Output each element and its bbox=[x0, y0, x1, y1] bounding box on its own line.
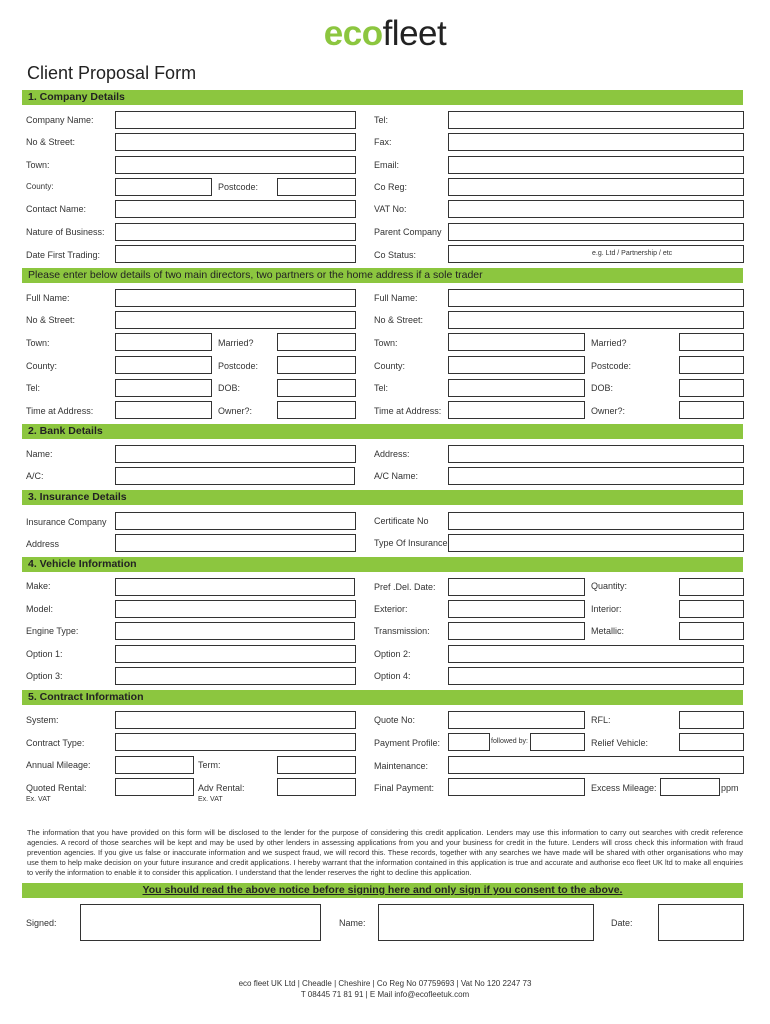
quoted-rental-field[interactable] bbox=[115, 778, 194, 796]
tel-label: Tel: bbox=[374, 115, 389, 125]
dir2-tel-field[interactable] bbox=[448, 379, 585, 397]
vat-no-field[interactable] bbox=[448, 200, 744, 218]
exterior-field[interactable] bbox=[448, 600, 585, 618]
quoted-rental-label: Quoted Rental: bbox=[26, 783, 87, 793]
final-payment-label: Final Payment: bbox=[374, 783, 435, 793]
certificate-no-field[interactable] bbox=[448, 512, 744, 530]
no-street-label: No & Street: bbox=[26, 137, 76, 147]
maintenance-field[interactable] bbox=[448, 756, 744, 774]
annual-mileage-field[interactable] bbox=[115, 756, 194, 774]
annual-mileage-label: Annual Mileage: bbox=[26, 760, 91, 770]
type-of-insurance-label: Type Of Insurance bbox=[374, 538, 448, 548]
parent-company-field[interactable] bbox=[448, 223, 744, 241]
section-vehicle-information: 4. Vehicle Information bbox=[22, 557, 743, 572]
no-street-field[interactable] bbox=[115, 133, 356, 151]
signature-field[interactable] bbox=[80, 904, 321, 941]
dir2-married-label: Married? bbox=[591, 338, 627, 348]
dir2-county-field[interactable] bbox=[448, 356, 585, 374]
transmission-label: Transmission: bbox=[374, 626, 430, 636]
dir1-town-label: Town: bbox=[26, 338, 50, 348]
dir1-dob-field[interactable] bbox=[277, 379, 356, 397]
bank-name-field[interactable] bbox=[115, 445, 356, 463]
interior-label: Interior: bbox=[591, 604, 622, 614]
signed-label: Signed: bbox=[26, 918, 57, 928]
quote-no-field[interactable] bbox=[448, 711, 585, 729]
excess-mileage-field[interactable] bbox=[660, 778, 720, 796]
maintenance-label: Maintenance: bbox=[374, 761, 429, 771]
term-label: Term: bbox=[198, 760, 221, 770]
dir1-no-street-label: No & Street: bbox=[26, 315, 76, 325]
dir2-county-label: County: bbox=[374, 361, 406, 371]
transmission-field[interactable] bbox=[448, 622, 585, 640]
option-2-field[interactable] bbox=[448, 645, 744, 663]
term-field[interactable] bbox=[277, 756, 356, 774]
interior-field[interactable] bbox=[679, 600, 744, 618]
contact-name-field[interactable] bbox=[115, 200, 356, 218]
email-label: Email: bbox=[374, 160, 400, 170]
final-payment-field[interactable] bbox=[448, 778, 585, 796]
metallic-label: Metallic: bbox=[591, 626, 625, 636]
excess-mileage-label: Excess Mileage: bbox=[591, 783, 657, 793]
payment-profile-initial-field[interactable] bbox=[448, 733, 490, 751]
dir2-full-name-field[interactable] bbox=[448, 289, 744, 307]
parent-company-label: Parent Company bbox=[374, 227, 442, 237]
system-label: System: bbox=[26, 715, 59, 725]
dir2-dob-label: DOB: bbox=[591, 383, 614, 393]
section-company-details: 1. Company Details bbox=[22, 90, 743, 105]
insurance-company-label: Insurance Company bbox=[26, 517, 107, 527]
co-reg-field[interactable] bbox=[448, 178, 744, 196]
dir2-married-field[interactable] bbox=[679, 333, 744, 351]
quote-no-label: Quote No: bbox=[374, 715, 416, 725]
section-insurance-details: 3. Insurance Details bbox=[22, 490, 743, 505]
dir2-postcode-label: Postcode: bbox=[591, 361, 632, 371]
relief-vehicle-field[interactable] bbox=[679, 733, 744, 751]
option-3-field[interactable] bbox=[115, 667, 356, 685]
fax-label: Fax: bbox=[374, 137, 392, 147]
dir1-postcode-field[interactable] bbox=[277, 356, 356, 374]
model-label: Model: bbox=[26, 604, 54, 614]
town-field[interactable] bbox=[115, 156, 356, 174]
dir1-tel-field[interactable] bbox=[115, 379, 212, 397]
dir2-town-label: Town: bbox=[374, 338, 398, 348]
dir2-owner-field[interactable] bbox=[679, 401, 744, 419]
credit-notice-text: The information that you have provided on this form will be disclosed to the lender for the purpose of considering this credit application. Lenders may use this information to carry out searches with credit reference agencies. A record of those searches will be kept and may be used by other lenders in assessing applications from you and your business for credit in the future. Lenders will cross check this information with fraud prevention agencies. If you give us false or inaccurate information and we suspect fraud, we will record this. These records, together with any searches we have made will be shared with other organisations who may use them to help make decision on your future insurance and credit applications. I hereby warrant that the information contained in this application is true and accurate and authorise eco fleet UK ltd to make all enquiries to verify the information to enable it to consider this application. I understand that the lender reserves the right to decline this application. bbox=[27, 828, 743, 877]
ecofleet-logo: ecofleet bbox=[323, 14, 447, 53]
footer bbox=[0, 978, 770, 1000]
rfl-field[interactable] bbox=[679, 711, 744, 729]
dir1-county-label: County: bbox=[26, 361, 58, 371]
type-of-insurance-field[interactable] bbox=[448, 534, 744, 552]
signature-date-field[interactable] bbox=[658, 904, 744, 941]
county-field[interactable] bbox=[115, 178, 212, 196]
dir2-time-at-address-label: Time at Address: bbox=[374, 406, 442, 416]
postcode-label: Postcode: bbox=[218, 182, 259, 192]
section-bank-details: 2. Bank Details bbox=[22, 424, 743, 439]
make-label: Make: bbox=[26, 581, 51, 591]
bank-address-label: Address: bbox=[374, 449, 410, 459]
dir1-married-label: Married? bbox=[218, 338, 254, 348]
payment-profile-label: Payment Profile: bbox=[374, 738, 441, 748]
adv-rental-ex-vat: Ex. VAT bbox=[198, 796, 223, 803]
dir1-owner-field[interactable] bbox=[277, 401, 356, 419]
make-field[interactable] bbox=[115, 578, 217, 596]
option-4-label: Option 4: bbox=[374, 671, 411, 681]
company-name-label: Company Name: bbox=[26, 115, 94, 125]
pref-del-date-label: Pref .Del. Date: bbox=[374, 582, 436, 592]
dir1-owner-label: Owner?: bbox=[218, 406, 253, 416]
bank-name-label: Name: bbox=[26, 449, 53, 459]
dir1-postcode-label: Postcode: bbox=[218, 361, 259, 371]
dir2-no-street-field[interactable] bbox=[448, 311, 744, 329]
option-2-label: Option 2: bbox=[374, 649, 411, 659]
dir1-full-name-label: Full Name: bbox=[26, 293, 70, 303]
dir2-tel-label: Tel: bbox=[374, 383, 389, 393]
dir1-no-street-field[interactable] bbox=[115, 311, 356, 329]
ac-field[interactable] bbox=[115, 467, 217, 485]
date-label: Date: bbox=[611, 918, 633, 928]
section-contract-information: 5. Contract Information bbox=[22, 690, 743, 705]
followed-by-label: followed by: bbox=[491, 738, 528, 745]
insurance-address-label: Address bbox=[26, 539, 60, 549]
option-3-label: Option 3: bbox=[26, 671, 63, 681]
county-label: County: bbox=[26, 182, 54, 191]
date-first-trading-field[interactable] bbox=[115, 245, 356, 263]
dir1-town-field[interactable] bbox=[115, 333, 212, 351]
footer-company-line: eco fleet UK Ltd | Cheadle | Cheshire | Co Reg No 07759693 | Vat No 120 2247 73 bbox=[238, 979, 532, 988]
dir2-time-at-address-field[interactable] bbox=[448, 401, 585, 419]
adv-rental-label: Adv Rental: bbox=[198, 783, 245, 793]
sort-code-field[interactable] bbox=[215, 467, 355, 485]
section-directors: Please enter below details of two main directors, two partners or the home address if a sole trader bbox=[22, 268, 743, 283]
contract-type-field[interactable] bbox=[115, 733, 356, 751]
co-reg-label: Co Reg: bbox=[374, 182, 408, 192]
model-field[interactable] bbox=[115, 600, 356, 618]
dir1-tel-label: Tel: bbox=[26, 383, 41, 393]
certificate-no-label: Certificate No bbox=[374, 516, 429, 526]
exterior-label: Exterior: bbox=[374, 604, 408, 614]
quantity-field[interactable] bbox=[679, 578, 744, 596]
engine-type-field[interactable] bbox=[115, 622, 217, 640]
co-status-hint: e.g. Ltd / Partnership / etc bbox=[592, 250, 673, 257]
dir2-town-field[interactable] bbox=[448, 333, 585, 351]
email-field[interactable] bbox=[448, 156, 744, 174]
model-yr-field[interactable] bbox=[215, 578, 355, 596]
name-label: Name: bbox=[339, 918, 366, 928]
vat-no-label: VAT No: bbox=[374, 204, 407, 214]
contact-name-label: Contact Name: bbox=[26, 204, 87, 214]
dir2-dob-field[interactable] bbox=[679, 379, 744, 397]
page-title: Client Proposal Form bbox=[27, 63, 197, 83]
consent-banner: You should read the above notice before signing here and only sign if you consent to the above. bbox=[22, 883, 743, 898]
option-1-label: Option 1: bbox=[26, 649, 63, 659]
relief-vehicle-label: Relief Vehicle: bbox=[591, 738, 649, 748]
dir1-county-field[interactable] bbox=[115, 356, 212, 374]
payment-profile-followed-field[interactable] bbox=[530, 733, 585, 751]
adv-rental-field[interactable] bbox=[277, 778, 356, 796]
dir1-dob-label: DOB: bbox=[218, 383, 241, 393]
signature-name-field[interactable] bbox=[378, 904, 594, 941]
company-name-field[interactable] bbox=[115, 111, 356, 129]
ac-name-label: A/C Name: bbox=[374, 471, 419, 481]
system-field[interactable] bbox=[115, 711, 356, 729]
dir1-full-name-field[interactable] bbox=[115, 289, 356, 307]
quoted-rental-ex-vat: Ex. VAT bbox=[26, 796, 51, 803]
dir1-time-at-address-label: Time at Address: bbox=[26, 406, 94, 416]
town-label: Town: bbox=[26, 160, 50, 170]
date-first-trading-label: Date First Trading: bbox=[26, 250, 101, 260]
dir2-full-name-label: Full Name: bbox=[374, 293, 418, 303]
bank-address-field[interactable] bbox=[448, 445, 744, 463]
dir2-no-street-label: No & Street: bbox=[374, 315, 424, 325]
ac-label: A/C: bbox=[26, 471, 44, 481]
nature-of-business-label: Nature of Business: bbox=[26, 227, 105, 237]
contract-type-label: Contract Type: bbox=[26, 738, 85, 748]
dir2-owner-label: Owner?: bbox=[591, 406, 626, 416]
metallic-field[interactable] bbox=[679, 622, 744, 640]
eng-size-field[interactable] bbox=[215, 622, 355, 640]
fax-field[interactable] bbox=[448, 133, 744, 151]
dir1-married-field[interactable] bbox=[277, 333, 356, 351]
ppm-label: ppm bbox=[721, 783, 739, 793]
engine-type-label: Engine Type: bbox=[26, 626, 79, 636]
insurance-address-field[interactable] bbox=[115, 534, 356, 552]
insurance-company-field[interactable] bbox=[115, 512, 356, 530]
quantity-label: Quantity: bbox=[591, 581, 628, 591]
dir1-time-at-address-field[interactable] bbox=[115, 401, 212, 419]
co-status-label: Co Status: bbox=[374, 250, 417, 260]
postcode-field[interactable] bbox=[277, 178, 356, 196]
pref-del-date-field[interactable] bbox=[448, 578, 585, 596]
nature-of-business-field[interactable] bbox=[115, 223, 356, 241]
option-1-field[interactable] bbox=[115, 645, 356, 663]
footer-contact-line: T 08445 71 81 91 | E Mail info@ecofleetuk.com bbox=[300, 990, 470, 999]
tel-field[interactable] bbox=[448, 111, 744, 129]
option-4-field[interactable] bbox=[448, 667, 744, 685]
dir2-postcode-field[interactable] bbox=[679, 356, 744, 374]
ac-name-field[interactable] bbox=[448, 467, 744, 485]
rfl-label: RFL: bbox=[591, 715, 611, 725]
